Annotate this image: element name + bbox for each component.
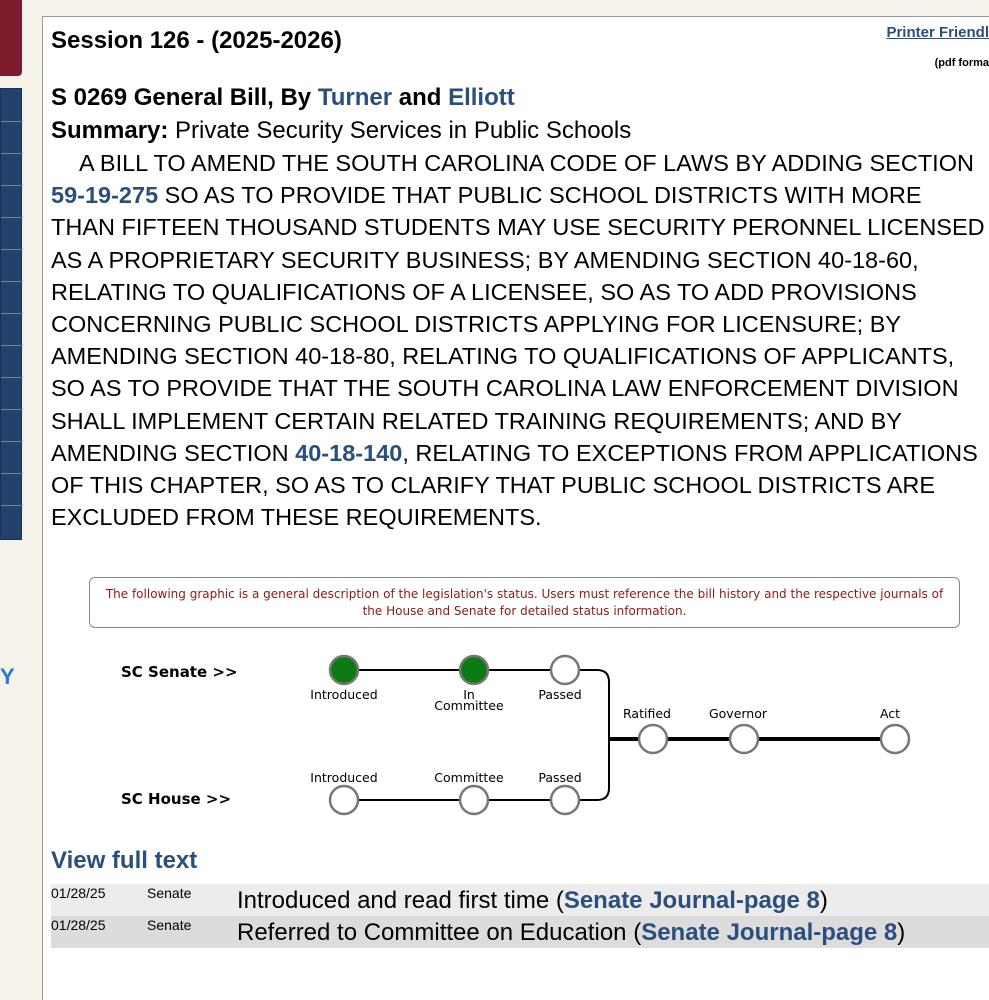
ratified-label: Ratified [623,706,671,721]
governor-node [730,725,758,753]
senate-committee-label: Committee [434,698,504,713]
bill-and: and [392,84,449,111]
history-desc-end: ) [819,887,828,914]
bill-heading [51,84,515,112]
house-label: SC House >> [121,790,232,808]
main-content [42,16,989,1000]
view-full-text-link[interactable]: View full text [51,847,198,874]
bill-text-part1: A BILL TO AMEND THE SOUTH CAROLINA CODE OF LAWS BY ADDING SECTION [79,150,974,176]
history-body: Senate [147,885,192,901]
session-title: Session 126 - (2025-2026) [51,27,342,54]
bill-text [51,147,986,533]
senate-journal-link[interactable]: Senate Journal-page 8 [563,887,820,914]
bill-summary [51,117,631,145]
act-node [881,725,909,753]
house-passed-label: Passed [538,770,582,785]
senate-committee-node [460,656,488,684]
history-row [51,916,989,948]
ratified-node [639,725,667,753]
history-date: 01/28/25 [51,885,106,901]
sponsor-link-elliott[interactable]: Elliott [448,84,515,111]
act-label: Act [879,706,901,721]
senate-label: SC Senate >> [121,663,238,681]
bill-prefix: S 0269 General Bill, By [51,84,318,111]
summary-text: Private Security Services in Public Schools [168,117,632,144]
house-passed-node [551,786,579,814]
bill-text-part3: , RELATING TO EXCEPTIONS FROM APPLICATIONS OF THIS CHAPTER, SO AS TO CLARIFY THAT PUBLIC SCHOOL DISTRICTS ARE EXCLUDED FROM THESE REQUIREMENTS. [51,439,978,531]
printer-friendly-link[interactable]: Printer Friendl [886,24,989,41]
sponsor-link-turner[interactable]: Turner [317,84,393,111]
history-desc-text: Introduced and read first time ( [237,887,564,914]
history-body: Senate [147,917,192,933]
pdf-format-note: (pdf forma [934,57,989,69]
bill-text-part2: SO AS TO PROVIDE THAT PUBLIC SCHOOL DISTRICTS WITH MORE THAN FIFTEEN THOUSAND STUDENTS MAY USE SECURITY PERONNEL LICENSED AS A PROPRIETARY SECURITY BUSINESS; BY AMENDING SECTION 40-18-60, RELATING TO QUALIFICATIONS OF A LICENSEE, SO AS TO ADD PROVISIONS CONCERNING PUBLIC SCHOOL DISTRICTS APPLYING FOR LICENSURE; BY AMENDING SECTION 40-18-80, RELATING TO QUALIFICATIONS OF APPLICANTS, SO AS TO PROVIDE THAT THE SOUTH CAROLINA LAW ENFORCEMENT DIVISION SHALL IMPLEMENT CERTAIN RELATED TRAINING REQUIREMENTS; AND BY AMENDING SECTION [51,182,985,466]
history-row [51,884,989,916]
sidebar-logo-block [0,0,22,76]
senate-passed-label: Passed [538,687,582,702]
sidebar-nav[interactable] [0,88,22,540]
bill-history [51,884,989,948]
house-committee-node [460,786,488,814]
governor-label: Governor [708,706,768,721]
left-sidebar [0,0,42,1000]
senate-introduced-label: Introduced [310,687,378,702]
senate-passed-node [551,656,579,684]
house-introduced-node [330,786,358,814]
senate-introduced-node [330,656,358,684]
history-desc [237,919,905,947]
status-disclaimer: The following graphic is a general description of the legislation's status. Users must reference the bill history and the respective journals of the House and Senate for detailed status information. [89,577,960,628]
senate-journal-link[interactable]: Senate Journal-page 8 [641,919,898,946]
history-desc-text: Referred to Committee on Education ( [237,919,642,946]
history-desc [237,887,828,915]
section-link-59-19-275[interactable]: 59-19-275 [51,182,159,209]
history-date: 01/28/25 [51,917,106,933]
house-introduced-label: Introduced [310,770,378,785]
section-link-40-18-140[interactable]: 40-18-140 [295,439,403,466]
summary-label: Summary: [51,117,169,144]
senate-in-label: In [463,687,475,702]
history-desc-end: ) [897,919,906,946]
status-graphic [43,645,989,825]
house-committee-label: Committee [434,770,504,785]
sidebar-fragment-text[interactable]: Y [0,664,15,689]
